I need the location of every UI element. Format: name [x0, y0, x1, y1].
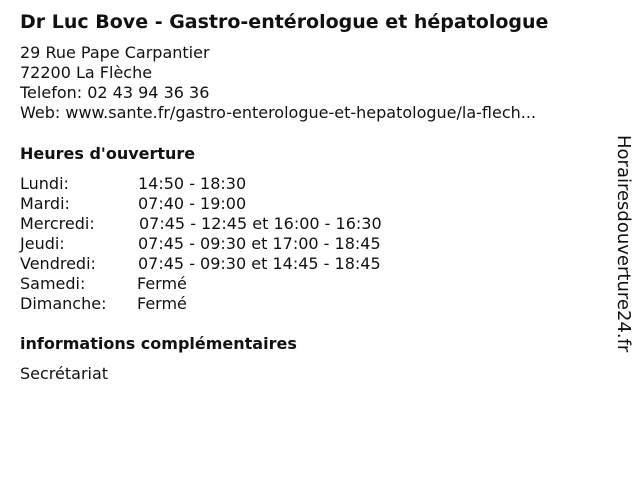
phone-number: Telefon: 02 43 94 36 36 [20, 83, 210, 102]
hours-time: Fermé [137, 274, 187, 293]
hours-time: Fermé [137, 294, 187, 313]
address-block [20, 43, 536, 123]
page-title: Dr Luc Bove - Gastro-entérologue et hépatologue [20, 11, 549, 33]
info-text: Secrétariat [20, 364, 109, 383]
street-address: 29 Rue Pape Carpantier [20, 43, 210, 62]
hours-day: Lundi: [20, 174, 69, 193]
hours-day: Jeudi: [20, 234, 65, 253]
website-url: Web: www.sante.fr/gastro-enterologue-et-hepatologue/la-flech... [20, 103, 537, 122]
hours-time: 07:45 - 12:45 et 16:00 - 16:30 [139, 214, 382, 233]
hours-time: 07:45 - 09:30 et 17:00 - 18:45 [138, 234, 381, 253]
hours-time: 07:40 - 19:00 [138, 194, 247, 213]
site-watermark: Horairesdouverture24.fr [613, 135, 634, 353]
hours-day: Mercredi: [20, 214, 95, 233]
hours-day: Dimanche: [20, 294, 107, 313]
city-address: 72200 La Flèche [20, 63, 153, 82]
hours-heading: Heures d'ouverture [20, 144, 196, 163]
hours-day: Mardi: [20, 194, 70, 213]
info-heading: informations complémentaires [20, 334, 297, 353]
hours-day: Samedi: [20, 274, 86, 293]
hours-time: 14:50 - 18:30 [138, 174, 247, 193]
hours-day: Vendredi: [20, 254, 96, 273]
hours-time: 07:45 - 09:30 et 14:45 - 18:45 [138, 254, 381, 273]
